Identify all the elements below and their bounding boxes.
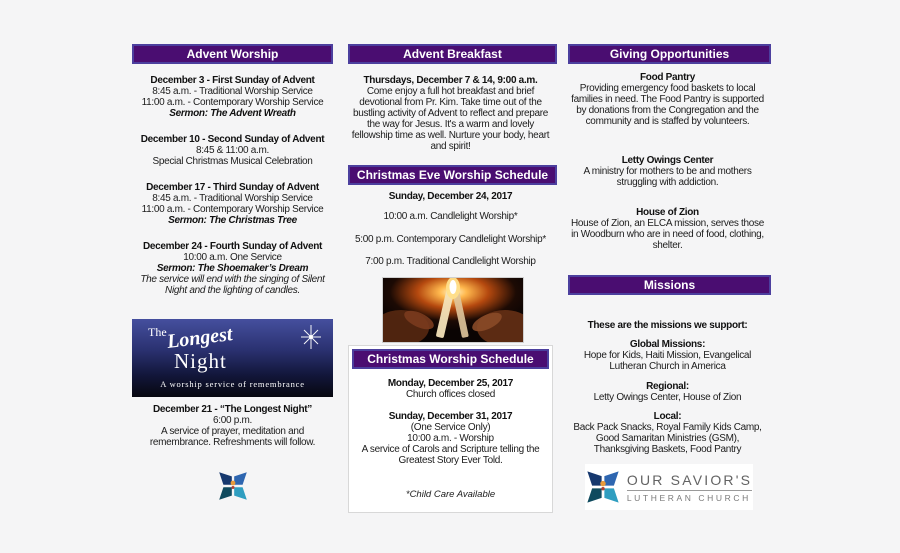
event-title: December 10 - Second Sunday of Advent	[140, 134, 325, 145]
giving-body: Providing emergency food baskets to local families in need. The Food Pantry is supported by donations from the Congregation and the community and is staffed by volunteers.	[571, 83, 764, 127]
christmas-eve-header: Christmas Eve Worship Schedule	[348, 165, 557, 185]
right-column	[568, 44, 767, 514]
giving-title: Letty Owings Center	[621, 155, 714, 166]
event-title: Sunday, December 31, 2017	[388, 411, 513, 422]
middle-column	[348, 44, 553, 514]
christmas-eve-block	[348, 191, 553, 267]
event-dec-21	[132, 404, 333, 448]
giving-title: Food Pantry	[639, 72, 696, 83]
missions-body: Letty Owings Center, House of Zion	[593, 392, 742, 403]
longest-night-word-the: The	[148, 325, 167, 339]
cross-logo-icon	[218, 469, 248, 503]
longest-night-word-night: Night	[174, 349, 227, 373]
event-dec-3	[132, 75, 333, 119]
event-title: December 21 - “The Longest Night”	[152, 404, 313, 415]
event-line: 11:00 a.m. - Contemporary Worship Service	[141, 204, 324, 215]
cross-logo-icon	[586, 468, 620, 506]
eve-item: 7:00 p.m. Traditional Candlelight Worship	[365, 256, 536, 267]
event-dec-31	[349, 411, 552, 466]
church-subtitle: LUTHERAN CHURCH	[626, 492, 751, 503]
event-line: (One Service Only)	[410, 422, 491, 433]
event-title: Monday, December 25, 2017	[387, 378, 514, 389]
longest-night-word-longest: Longest	[165, 323, 234, 353]
event-line: A service of prayer, meditation and remembrance. Refreshments will follow.	[149, 426, 316, 448]
missions-intro: These are the missions we support:	[587, 320, 748, 331]
event-line: 6:00 p.m.	[213, 415, 252, 426]
church-logo-text	[627, 472, 752, 503]
event-line: 10:00 a.m. - Worship	[407, 433, 494, 444]
giving-food-pantry	[568, 72, 767, 127]
missions-title: Local:	[653, 411, 682, 422]
breakfast-body: Come enjoy a full hot breakfast and brief devotional from Pr. Kim. Take time out of the bustling activity of Advent to reflect and prepare the way for Jesus. It's a warm and lovely fellowship time as well. Nurture your body, heart and spirit!	[351, 86, 550, 152]
missions-global	[568, 339, 767, 372]
event-dec-25	[349, 378, 552, 400]
event-note: The service will end with the singing of Silent Night and the lighting of candles.	[140, 274, 325, 296]
advent-breakfast-header: Advent Breakfast	[348, 44, 557, 64]
missions-body: Hope for Kids, Haiti Mission, Evangelical Lutheran Church in America	[583, 350, 752, 372]
church-cross-logo-small	[132, 469, 333, 508]
event-line: Special Christmas Musical Celebration	[152, 156, 313, 167]
childcare-footnote: *Child Care Available	[405, 489, 496, 500]
advent-breakfast-block	[348, 75, 553, 152]
event-title: December 17 - Third Sunday of Advent	[146, 182, 319, 193]
christmas-worship-header: Christmas Worship Schedule	[352, 349, 549, 369]
missions-local	[568, 411, 767, 455]
missions-body: Back Pack Snacks, Royal Family Kids Camp, Good Samaritan Ministries (GSM), Thanksgiving Baskets, Food Pantry	[573, 422, 762, 455]
candle-image-icon	[383, 278, 523, 342]
longest-night-tagline: A worship service of remembrance	[160, 379, 305, 389]
eve-date: Sunday, December 24, 2017	[388, 191, 513, 202]
event-dec-17	[132, 182, 333, 226]
longest-night-image	[132, 319, 333, 397]
sermon-line: Sermon: The Shoemaker’s Dream	[156, 263, 309, 274]
event-line: 10:00 a.m. One Service	[183, 252, 282, 263]
church-name: OUR SAVIOR'S	[627, 472, 752, 491]
christmas-worship-card	[348, 345, 553, 513]
event-line: Church offices closed	[405, 389, 496, 400]
event-line: 8:45 a.m. - Traditional Worship Service	[152, 193, 313, 204]
advent-worship-header: Advent Worship	[132, 44, 333, 64]
event-title: December 24 - Fourth Sunday of Advent	[142, 241, 323, 252]
breakfast-title: Thursdays, December 7 & 14, 9:00 a.m.	[363, 75, 538, 86]
giving-body: A ministry for mothers to be and mothers struggling with addiction.	[583, 166, 752, 188]
sermon-line: Sermon: The Christmas Tree	[168, 215, 297, 226]
advent-events	[132, 75, 333, 296]
event-title: December 3 - First Sunday of Advent	[150, 75, 315, 86]
sermon-line: Sermon: The Advent Wreath	[169, 108, 296, 119]
event-line: 8:45 & 11:00 a.m.	[195, 145, 270, 156]
event-line: 11:00 a.m. - Contemporary Worship Service	[141, 97, 324, 108]
church-logo	[585, 464, 753, 510]
missions-header: Missions	[568, 275, 771, 295]
event-line: A service of Carols and Scripture telling the Greatest Story Ever Told.	[361, 444, 540, 466]
advent-worship-column	[132, 44, 333, 508]
missions-title: Regional:	[646, 381, 689, 392]
giving-house-of-zion	[568, 207, 767, 251]
candlelight-photo	[382, 277, 524, 343]
event-dec-10	[132, 134, 333, 167]
giving-body: House of Zion, an ELCA mission, serves those in Woodburn who are in need of food, clothing, shelter.	[570, 218, 764, 251]
event-dec-24	[132, 241, 333, 296]
giving-letty-owings	[568, 155, 767, 188]
giving-opportunities-header: Giving Opportunities	[568, 44, 771, 64]
star-icon	[299, 325, 323, 349]
giving-title: House of Zion	[636, 207, 699, 218]
eve-item: 5:00 p.m. Contemporary Candlelight Worship*	[355, 234, 546, 245]
event-line: 8:45 a.m. - Traditional Worship Service	[152, 86, 313, 97]
missions-title: Global Missions:	[629, 339, 706, 350]
missions-regional	[568, 381, 767, 403]
eve-item: 10:00 a.m. Candlelight Worship*	[383, 211, 518, 222]
